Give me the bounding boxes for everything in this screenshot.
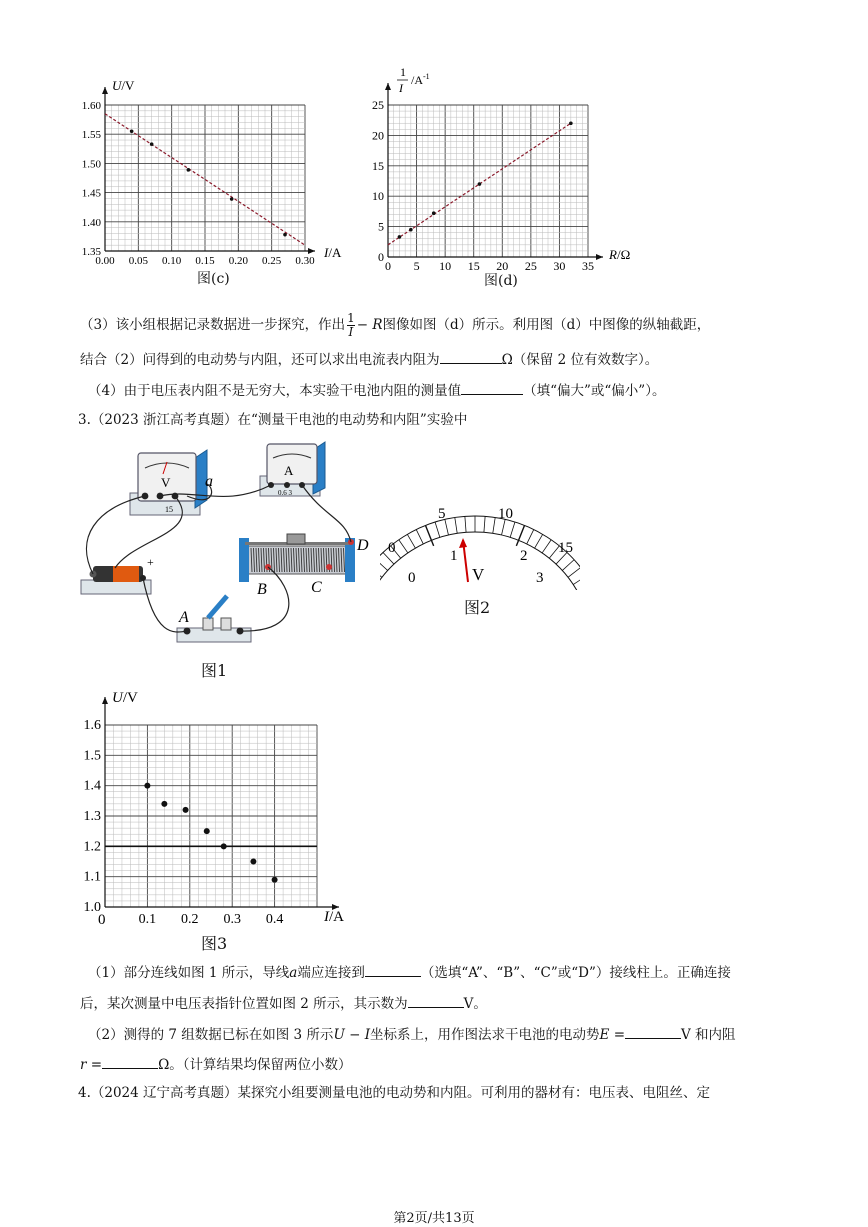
voltmeter (130, 450, 207, 515)
wire-a-label: a (205, 473, 213, 490)
y-axis-label: U/V (112, 690, 138, 706)
y-tick-label: 1.1 (83, 869, 101, 885)
data-point (144, 783, 150, 789)
answer-blank-bias[interactable] (461, 380, 523, 395)
data-point (398, 235, 402, 239)
x-tick-label: 0.1 (138, 912, 157, 927)
origin-label: 0 (98, 912, 106, 928)
y-axis-label: U/V (112, 78, 135, 93)
y-tick-label: 1.0 (83, 900, 101, 915)
answer-blank-terminal[interactable] (365, 962, 421, 977)
y-tick-label: 1.50 (81, 158, 101, 171)
y-tick-label: 5 (378, 219, 384, 234)
data-point (161, 801, 167, 807)
data-point (130, 129, 134, 133)
page-number: 第2页/共13页 (393, 1211, 475, 1226)
x-tick-label: 0.00 (95, 255, 115, 267)
ammeter (260, 442, 325, 497)
data-point (478, 182, 482, 186)
y-tick-label: 1.5 (83, 748, 101, 764)
data-point (283, 233, 287, 237)
y-tick-label: 15 (372, 158, 384, 173)
svg-text:15: 15 (165, 505, 173, 514)
x-tick-label: 0.10 (162, 255, 182, 267)
svg-text:V: V (161, 475, 171, 490)
svg-text:10: 10 (498, 506, 513, 522)
x-tick-label: 35 (582, 259, 594, 272)
x-tick-label: 0.4 (265, 912, 284, 927)
data-point (250, 859, 256, 865)
figure-3-label: 图3 (201, 934, 228, 953)
y-tick-label: 20 (372, 128, 384, 143)
svg-text:5: 5 (438, 506, 446, 522)
chart-inverse-i-r (360, 62, 650, 272)
y-tick-label: 1.55 (81, 129, 101, 142)
y-tick-label: 10 (372, 189, 384, 204)
svg-text:A: A (179, 609, 189, 626)
y-tick-label: 25 (372, 98, 384, 112)
answer-blank-voltage[interactable] (408, 993, 464, 1008)
svg-text:A: A (284, 463, 294, 478)
svg-text:2: 2 (520, 548, 528, 564)
y-tick-label: 0 (378, 250, 384, 264)
x-tick-label: 0.3 (223, 912, 241, 927)
svg-text:0: 0 (408, 570, 416, 586)
y-tick-label: 1.40 (81, 216, 101, 229)
x-tick-label: 0.25 (262, 255, 282, 267)
x-tick-label: 0.15 (195, 255, 215, 267)
figure-1-label: 图1 (201, 661, 228, 680)
circuit-diagram (75, 438, 375, 658)
y-tick-label: 1.60 (81, 100, 101, 112)
svg-text:D: D (357, 537, 369, 554)
data-point (204, 828, 210, 834)
x-axis-label: R/Ω (609, 247, 631, 262)
q3-part1-line2: 后，某次测量中电压表指针位置如图 2 所示，其示数为 V。 (80, 993, 487, 1014)
data-point (409, 228, 413, 232)
x-tick-label: 0.20 (228, 255, 248, 267)
y-axis-label-num: 1 (400, 65, 406, 79)
svg-text:15: 15 (558, 540, 573, 556)
voltmeter-dial (380, 500, 580, 590)
figure-2-label: 图2 (464, 598, 491, 617)
figure-d-label: 图(d) (484, 273, 518, 289)
x-tick-label: 20 (496, 259, 509, 272)
data-point (272, 877, 278, 883)
y-tick-label: 1.2 (83, 839, 101, 855)
svg-text:C: C (311, 579, 322, 596)
data-point (230, 197, 234, 201)
y-tick-label: 1.45 (81, 187, 101, 200)
data-point (150, 142, 154, 146)
x-axis-label: I/A (324, 245, 342, 260)
q2-part3-line2: 结合（2）问得到的电动势与内阻，还可以求出电流表内阻为 Ω（保留 2 位有效数字）。 (80, 349, 658, 370)
figure-c-label: 图(c) (197, 271, 230, 287)
y-tick-label: 1.35 (81, 246, 101, 258)
data-point (221, 843, 227, 849)
q3-title: 3.（2023 浙江高考真题）在“测量干电池的电动势和内阻”实验中 (78, 412, 468, 428)
y-tick-label: 1.6 (83, 718, 101, 733)
svg-text:0.6 3: 0.6 3 (278, 489, 292, 497)
x-tick-label: 0.05 (128, 255, 148, 267)
x-tick-label: 10 (439, 259, 452, 272)
rheostat (239, 534, 355, 582)
q3-part1-line1: （1）部分连线如图 1 所示，导线a端应连接到 （选填“A”、“B”、“C”或“D”）接线柱上。正确连接 (88, 962, 731, 983)
y-tick-label: 1.3 (83, 809, 101, 824)
y-tick-label: 1.4 (83, 778, 101, 794)
svg-text:1: 1 (450, 548, 458, 564)
q3-part2-line1: （2）测得的 7 组数据已标在如图 3 所示U − I坐标系上，用作图法求干电池的电动势E = V 和内阻 (88, 1024, 736, 1045)
x-axis-label: I/A (324, 909, 344, 925)
battery (81, 555, 154, 594)
x-tick-label: 0.2 (181, 912, 199, 927)
svg-text:0: 0 (388, 540, 396, 556)
x-tick-label: 0.30 (295, 255, 315, 267)
x-tick-label: 25 (524, 259, 537, 272)
q2-part3-line1: （3）该小组根据记录数据进一步探究，作出 $\frac{1}{I}$ − R图像如图（d）所示。利用图（d）中图像的纵轴截距， (80, 311, 711, 339)
svg-text:B: B (257, 581, 267, 598)
data-point (187, 168, 191, 172)
y-axis-label-unit: $/A^{-1}$ (411, 72, 430, 87)
x-tick-label: 5 (413, 259, 420, 272)
x-tick-label: 15 (467, 259, 480, 272)
answer-blank-emf[interactable] (625, 1024, 681, 1039)
svg-text:+: + (147, 555, 154, 569)
y-axis-label-den: I (399, 81, 403, 95)
answer-blank-ammeter-r[interactable] (440, 349, 502, 364)
chart-u-i-3 (60, 688, 360, 933)
chart-u-i-c (60, 70, 360, 270)
q3-part2-line2: r = Ω。（计算结果均保留两位小数） (80, 1054, 352, 1075)
data-point (432, 211, 436, 215)
q4-title: 4.（2024 辽宁高考真题）某探究小组要测量电池的电动势和内阻。可利用的器材有：电压表、电阻丝、定 (78, 1085, 711, 1101)
answer-blank-internal-r[interactable] (102, 1054, 158, 1069)
svg-text:3: 3 (536, 570, 544, 586)
data-point (569, 121, 573, 125)
x-tick-label: 0 (385, 259, 391, 272)
q2-part4: （4）由于电压表内阻不是无穷大，本实验干电池内阻的测量值 （填“偏大”或“偏小”）。 (88, 380, 665, 401)
svg-text:V: V (472, 565, 485, 584)
data-point (183, 807, 189, 813)
x-tick-label: 30 (553, 259, 566, 272)
